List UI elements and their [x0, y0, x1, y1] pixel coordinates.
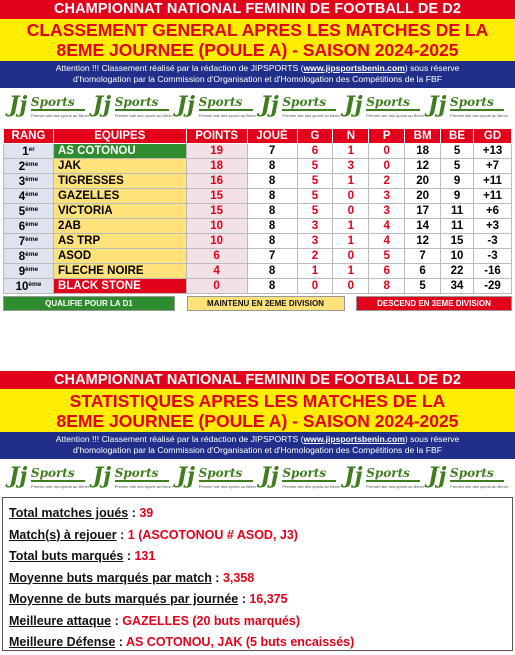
team-name: TIGRESSES [53, 174, 186, 189]
goals-for-cell: 20 [405, 189, 441, 204]
losses-cell: 3 [369, 204, 405, 219]
points-cell: 10 [186, 234, 247, 249]
goals-for-cell: 14 [405, 219, 441, 234]
losses-cell: 2 [369, 174, 405, 189]
col-header-equipes: EQUIPES [53, 129, 186, 144]
logo-swirl-icon: Jj [428, 463, 447, 489]
standings-legend [3, 296, 512, 311]
losses-cell: 4 [369, 219, 405, 234]
goal-diff-cell: +13 [474, 144, 512, 159]
wins-cell: 5 [297, 204, 333, 219]
top-notice-suffix: ) sous réserve [404, 63, 460, 73]
bottom-header-banner: CHAMPIONNAT NATIONAL FEMININ DE FOOTBALL DE D2 [0, 371, 515, 389]
played-cell: 7 [247, 144, 297, 159]
team-name: AS TRP [53, 234, 186, 249]
wins-cell: 1 [297, 264, 333, 279]
stat-best-defense: Meilleure Défense : AS COTONOU, JAK (5 buts encaissés) [9, 635, 355, 649]
top-notice-line2: d'homologation par la Commission d'Organisation et d'Homologation des Compétitions de la FBF [73, 74, 442, 84]
col-header-gd: GD [474, 129, 512, 144]
rank-cell: 2ème [4, 159, 54, 174]
goals-against-cell: 9 [441, 189, 474, 204]
col-header-g: G [297, 129, 333, 144]
goals-against-cell: 11 [441, 219, 474, 234]
rank-cell: 6ème [4, 219, 54, 234]
table-row [4, 249, 512, 264]
rank-cell: 9ème [4, 264, 54, 279]
goals-for-cell: 12 [405, 159, 441, 174]
top-notice-link[interactable]: www.jipsportsbenin.com [303, 63, 405, 73]
top-title-banner [0, 19, 515, 61]
points-cell: 0 [186, 279, 247, 294]
logo-swirl-icon: Jj [344, 463, 363, 489]
wins-cell: 0 [297, 279, 333, 294]
table-row [4, 279, 512, 294]
team-name: JAK [53, 159, 186, 174]
goals-against-cell: 15 [441, 234, 474, 249]
draws-cell: 0 [333, 189, 369, 204]
col-header-be: BE [441, 129, 474, 144]
losses-cell: 0 [369, 159, 405, 174]
bottom-notice-line2: d'homologation par la Commission d'Organisation et d'Homologation des Compétitions de la FBF [73, 445, 442, 455]
goals-against-cell: 5 [441, 144, 474, 159]
team-name: FLECHE NOIRE [53, 264, 186, 279]
logo-swirl-icon: Jj [344, 91, 363, 118]
losses-cell: 4 [369, 234, 405, 249]
wins-cell: 3 [297, 234, 333, 249]
goals-against-cell: 22 [441, 264, 474, 279]
logo-swirl-icon: Jj [428, 91, 447, 118]
top-title-line2: 8EME JOURNEE (POULE A) - SAISON 2024-2025 [56, 40, 459, 60]
played-cell: 8 [247, 279, 297, 294]
stat-total-matches: Total matches joués : 39 [9, 506, 154, 520]
draws-cell: 0 [333, 279, 369, 294]
played-cell: 8 [247, 264, 297, 279]
played-cell: 8 [247, 159, 297, 174]
wins-cell: 5 [297, 159, 333, 174]
logo-swirl-icon: Jj [176, 463, 195, 489]
jipsports-logo: Jj Sports Premier site des sports au Bénin [92, 463, 173, 489]
table-row [4, 234, 512, 249]
jipsports-logo: Jj Sports Premier site des sports au Bénin [8, 91, 89, 118]
rank-cell: 7ème [4, 234, 54, 249]
team-name: 2AB [53, 219, 186, 234]
stat-avg-goals-match: Moyenne buts marqués par match : 3,358 [9, 570, 255, 585]
table-row [4, 159, 512, 174]
goals-against-cell: 5 [441, 159, 474, 174]
col-header-points: POINTS [186, 129, 247, 144]
points-cell: 19 [186, 144, 247, 159]
goal-diff-cell: -3 [474, 234, 512, 249]
rank-cell: 4ème [4, 189, 54, 204]
draws-cell: 1 [333, 174, 369, 189]
draws-cell: 1 [333, 144, 369, 159]
played-cell: 8 [247, 189, 297, 204]
played-cell: 7 [247, 249, 297, 264]
table-row [4, 189, 512, 204]
table-row [4, 204, 512, 219]
top-title-line1: CLASSEMENT GENERAL APRES LES MATCHES DE LA [26, 20, 489, 40]
jipsports-logo: Jj Sports Premier site des sports au Bénin [344, 91, 425, 118]
wins-cell: 3 [297, 219, 333, 234]
logo-swirl-icon: Jj [176, 91, 195, 118]
goal-diff-cell: +3 [474, 219, 512, 234]
table-row [4, 174, 512, 189]
logo-swirl-icon: Jj [260, 463, 279, 489]
bottom-notice-suffix: ) sous réserve [404, 434, 460, 444]
rank-cell: 8ème [4, 249, 54, 264]
rank-cell: 1er [4, 144, 54, 159]
draws-cell: 3 [333, 159, 369, 174]
legend-relegated: DESCEND EN 3EME DIVISION [356, 296, 512, 311]
played-cell: 8 [247, 204, 297, 219]
bottom-notice-banner [0, 432, 515, 459]
goal-diff-cell: +11 [474, 174, 512, 189]
goal-diff-cell: +7 [474, 159, 512, 174]
top-section [0, 0, 515, 311]
table-row [4, 219, 512, 234]
goal-diff-cell: -29 [474, 279, 512, 294]
draws-cell: 0 [333, 249, 369, 264]
draws-cell: 1 [333, 264, 369, 279]
jipsports-logo: Jj Sports Premier site des sports au Bénin [260, 91, 341, 118]
points-cell: 10 [186, 219, 247, 234]
col-header-bm: BM [405, 129, 441, 144]
played-cell: 8 [247, 234, 297, 249]
points-cell: 6 [186, 249, 247, 264]
table-row [4, 144, 512, 159]
points-cell: 15 [186, 189, 247, 204]
draws-cell: 0 [333, 204, 369, 219]
bottom-title-banner [0, 389, 515, 432]
col-header-p: P [369, 129, 405, 144]
rank-cell: 3ème [4, 174, 54, 189]
bottom-notice-prefix: Attention !!! Classement réalisé par la rédaction de JIPSPORTS ( [55, 434, 304, 444]
stat-best-attack: Meilleure attaque : GAZELLES (20 buts marqués) [9, 613, 301, 628]
losses-cell: 6 [369, 264, 405, 279]
rank-cell: 5ème [4, 204, 54, 219]
jipsports-logo: Jj Sports Premier site des sports au Bénin [176, 91, 257, 118]
col-header-rang: RANG [4, 129, 54, 144]
goals-against-cell: 11 [441, 204, 474, 219]
jipsports-logo: Jj Sports Premier site des sports au Bénin [8, 463, 89, 489]
goals-for-cell: 20 [405, 174, 441, 189]
goals-for-cell: 5 [405, 279, 441, 294]
legend-qualified: QUALIFIE POUR LA D1 [3, 296, 175, 311]
goal-diff-cell: -16 [474, 264, 512, 279]
jipsports-logo: Jj Sports Premier site des sports au Bénin [260, 463, 341, 489]
goals-for-cell: 12 [405, 234, 441, 249]
team-name: AS COTONOU [53, 144, 186, 159]
played-cell: 8 [247, 219, 297, 234]
wins-cell: 2 [297, 249, 333, 264]
goal-diff-cell: -3 [474, 249, 512, 264]
goal-diff-cell: +6 [474, 204, 512, 219]
rank-cell: 10ème [4, 279, 54, 294]
losses-cell: 0 [369, 144, 405, 159]
wins-cell: 5 [297, 174, 333, 189]
statistics-box [2, 497, 513, 651]
goals-against-cell: 9 [441, 174, 474, 189]
goals-against-cell: 10 [441, 249, 474, 264]
logo-swirl-icon: Jj [8, 91, 28, 118]
team-name: GAZELLES [53, 189, 186, 204]
goals-against-cell: 34 [441, 279, 474, 294]
wins-cell: 5 [297, 189, 333, 204]
standings-table [3, 128, 512, 294]
jipsports-logo: Jj Sports Premier site des sports au Bénin [428, 91, 508, 118]
jipsports-logo: Jj Sports Premier site des sports au Bénin [344, 463, 425, 489]
jipsports-logo: Jj Sports Premier site des sports au Bénin [428, 463, 508, 489]
goals-for-cell: 6 [405, 264, 441, 279]
bottom-title-line1: STATISTIQUES APRES LES MATCHES DE LA [69, 391, 446, 411]
bottom-logo-row [0, 459, 515, 497]
standings-header-row [4, 129, 512, 144]
stat-total-goals: Total buts marqués : 131 [9, 549, 156, 563]
losses-cell: 8 [369, 279, 405, 294]
logo-swirl-icon: Jj [8, 463, 28, 489]
goals-for-cell: 18 [405, 144, 441, 159]
top-notice-prefix: Attention !!! Classement réalisé par la rédaction de JIPSPORTS ( [55, 63, 304, 73]
jipsports-logo: Jj Sports Premier site des sports au Bénin [176, 463, 257, 489]
stat-avg-goals-round: Moyenne de buts marqués par journée : 16,375 [9, 592, 288, 606]
stat-replay-matches: Match(s) à rejouer : 1 (ASCOTONOU # ASOD, J3) [9, 527, 298, 542]
jipsports-logo: Jj Sports Premier site des sports au Bénin [92, 91, 173, 118]
bottom-title-line2: 8EME JOURNEE (POULE A) - SAISON 2024-2025 [56, 411, 459, 431]
points-cell: 18 [186, 159, 247, 174]
goals-for-cell: 17 [405, 204, 441, 219]
logo-swirl-icon: Jj [92, 91, 112, 118]
logo-swirl-icon: Jj [92, 463, 112, 489]
team-name: VICTORIA [53, 204, 186, 219]
col-header-joue: JOUÉ [247, 129, 297, 144]
bottom-section [0, 371, 515, 651]
team-name: BLACK STONE [53, 279, 186, 294]
losses-cell: 3 [369, 189, 405, 204]
logo-swirl-icon: Jj [260, 91, 279, 118]
col-header-n: N [333, 129, 369, 144]
goals-for-cell: 7 [405, 249, 441, 264]
points-cell: 16 [186, 174, 247, 189]
bottom-notice-link[interactable]: www.jipsportsbenin.com [303, 434, 405, 444]
table-row [4, 264, 512, 279]
team-name: ASOD [53, 249, 186, 264]
losses-cell: 5 [369, 249, 405, 264]
legend-maintained: MAINTENU EN 2EME DIVISION [187, 296, 345, 311]
points-cell: 15 [186, 204, 247, 219]
top-header-banner: CHAMPIONNAT NATIONAL FEMININ DE FOOTBALL DE D2 [0, 0, 515, 19]
draws-cell: 1 [333, 219, 369, 234]
points-cell: 4 [186, 264, 247, 279]
goal-diff-cell: +11 [474, 189, 512, 204]
wins-cell: 6 [297, 144, 333, 159]
draws-cell: 1 [333, 234, 369, 249]
top-notice-banner [0, 61, 515, 88]
top-logo-row [0, 88, 515, 125]
played-cell: 8 [247, 174, 297, 189]
